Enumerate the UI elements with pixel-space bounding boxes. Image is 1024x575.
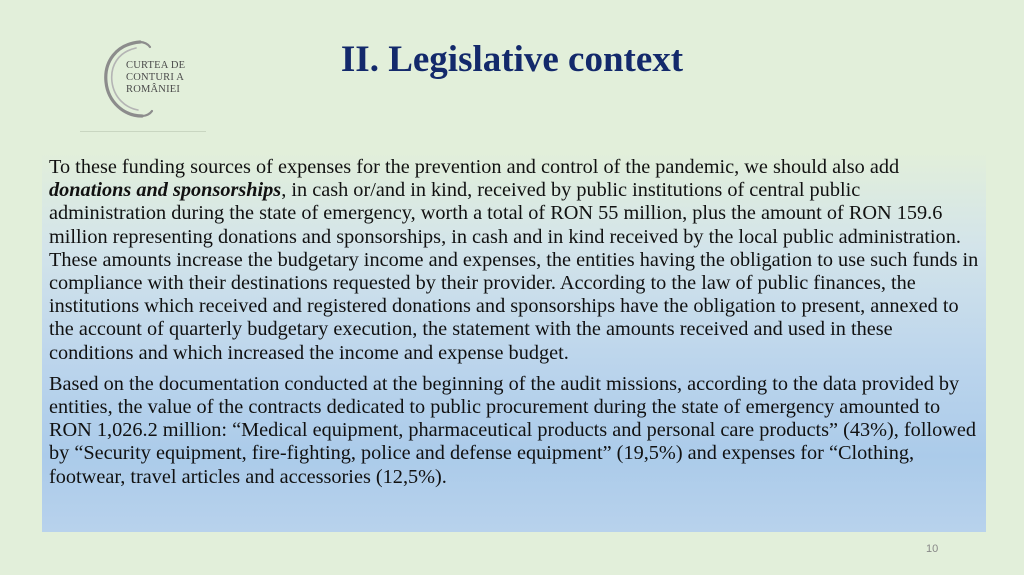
paragraph-1-intro: To these funding sources of expenses for the prevention and control of the pandemic, we should also add (49, 156, 900, 178)
logo-line-1: CURTEA DE (126, 60, 186, 71)
paragraph-procurement: Based on the documentation conducted at the beginning of the audit missions, according to the data provided by entities, the value of the contracts dedicated to public procurement during the state of emergency amounted to RON 1,026.2 million: “Medical equipment, pharmaceutical products and personal care products” (43%), followed by “Security equipment, fire-fighting, police and defense equipment” (19,5%) and expenses for “Clothing, footwear, travel articles and accessories (12,5%). (49, 372, 977, 488)
logo-line-2: CONTURI A (126, 72, 185, 83)
logo-divider (80, 131, 206, 132)
paragraph-1-emphasis: donations and sponsorships (49, 179, 282, 202)
paragraph-funding-sources (49, 156, 979, 365)
slide-body (49, 156, 979, 497)
page-number: 10 (926, 543, 939, 555)
paragraph-1-rest: , in cash or/and in kind, received by public institutions of central public administration during the state of emergency, worth a total of RON 55 million, plus the amount of RON 159.6 million representing donations and sponsorships, in cash and in kind received by the local public administration. These amounts increase the budgetary income and expenses, the entities having the obligation to use such funds in compliance with their destinations requested by their provider. According to the law of public finances, the institutions which received and registered donations and sponsorships have the obligation to present, annexed to the account of quarterly budgetary execution, the statement with the amounts received and used in these conditions and which increased the income and expense budget. (49, 179, 979, 364)
logo-line-3: ROMÂNIEI (126, 84, 181, 95)
slide-title: II. Legislative context (340, 39, 684, 80)
